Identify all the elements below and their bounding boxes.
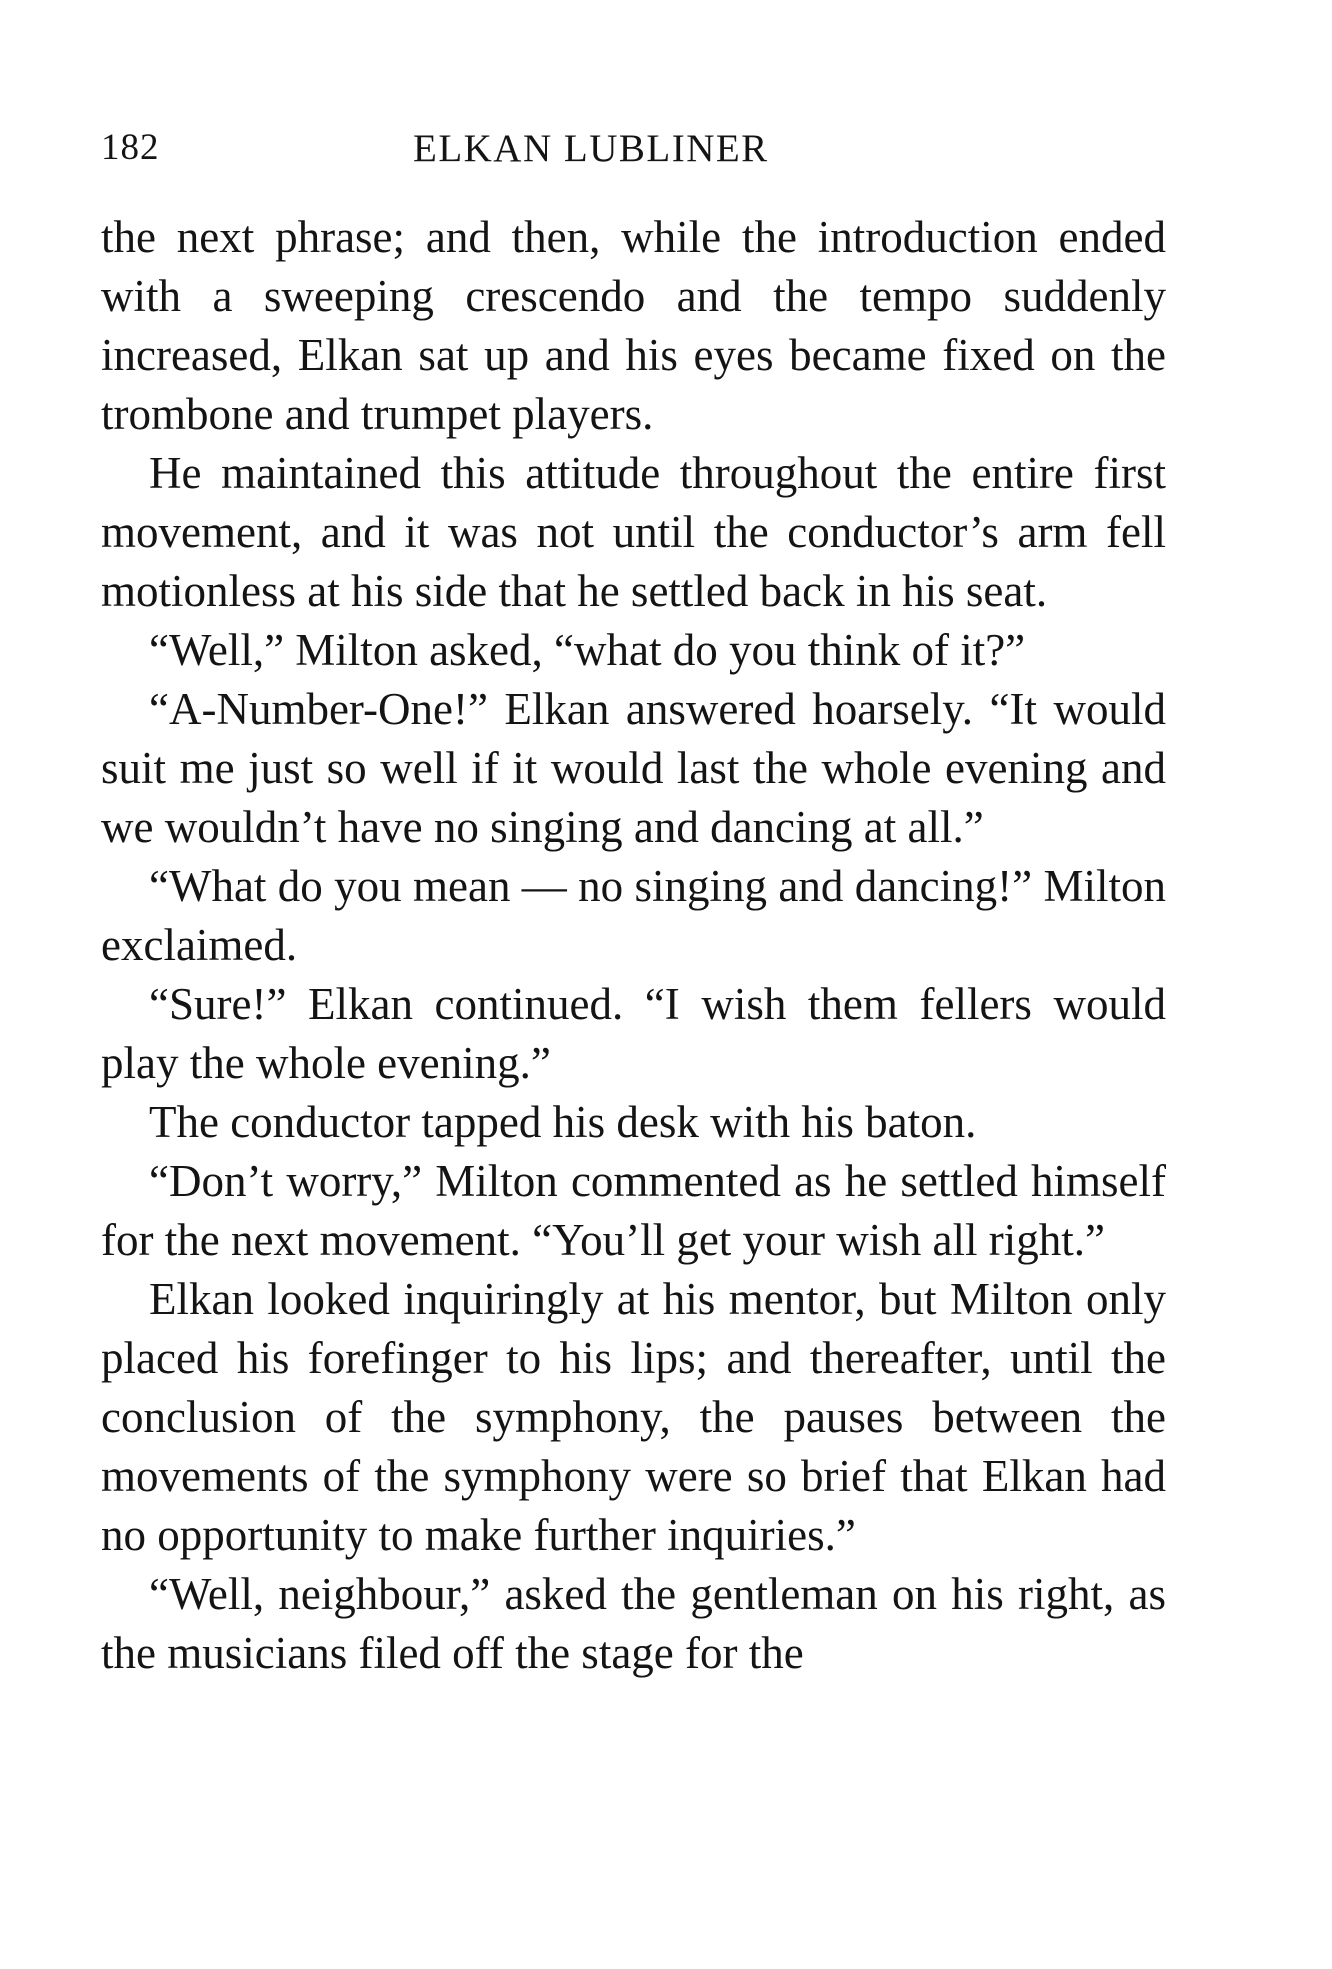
- body-text: [101, 208, 1166, 1683]
- paragraph-4: “A-Number-One!” Elkan answered hoarsely. “It would suit me just so well if it would last the whole evening and we wouldn’t have no singing and dancing at all.”: [101, 684, 1166, 852]
- paragraph-9: Elkan looked inquiringly at his mentor, but Milton only placed his forefinger to his lips; and thereafter, until the conclusion of the symphony, the pauses between the movements of the symphony were so brief that Elkan had no opportunity to make further inquiries.”: [101, 1274, 1166, 1560]
- paragraph-8: “Don’t worry,” Milton commented as he settled himself for the next movement. “You’ll get your wish all right.”: [101, 1156, 1166, 1265]
- paragraph-1: the next phrase; and then, while the introduction ended with a sweeping crescendo and the tempo suddenly increased, Elkan sat up and his eyes became fixed on the trombone and trumpet players.: [101, 212, 1166, 439]
- paragraph-3: “Well,” Milton asked, “what do you think of it?”: [149, 625, 1026, 675]
- paragraph-6: “Sure!” Elkan continued. “I wish them fellers would play the whole evening.”: [101, 979, 1166, 1088]
- paragraph-2: He maintained this attitude throughout the entire first movement, and it was not until the conductor’s arm fell motionless at his side that he settled back in his seat.: [101, 448, 1166, 616]
- paragraph-5: “What do you mean — no singing and dancing!” Milton exclaimed.: [101, 861, 1166, 970]
- page-number: 182: [101, 127, 160, 168]
- page-header: [101, 126, 1166, 186]
- running-title: ELKAN LUBLINER: [413, 127, 769, 170]
- paragraph-10: “Well, neighbour,” asked the gentleman on his right, as the musicians filed off the stage for the: [101, 1569, 1166, 1678]
- paragraph-7: The conductor tapped his desk with his baton.: [149, 1097, 977, 1147]
